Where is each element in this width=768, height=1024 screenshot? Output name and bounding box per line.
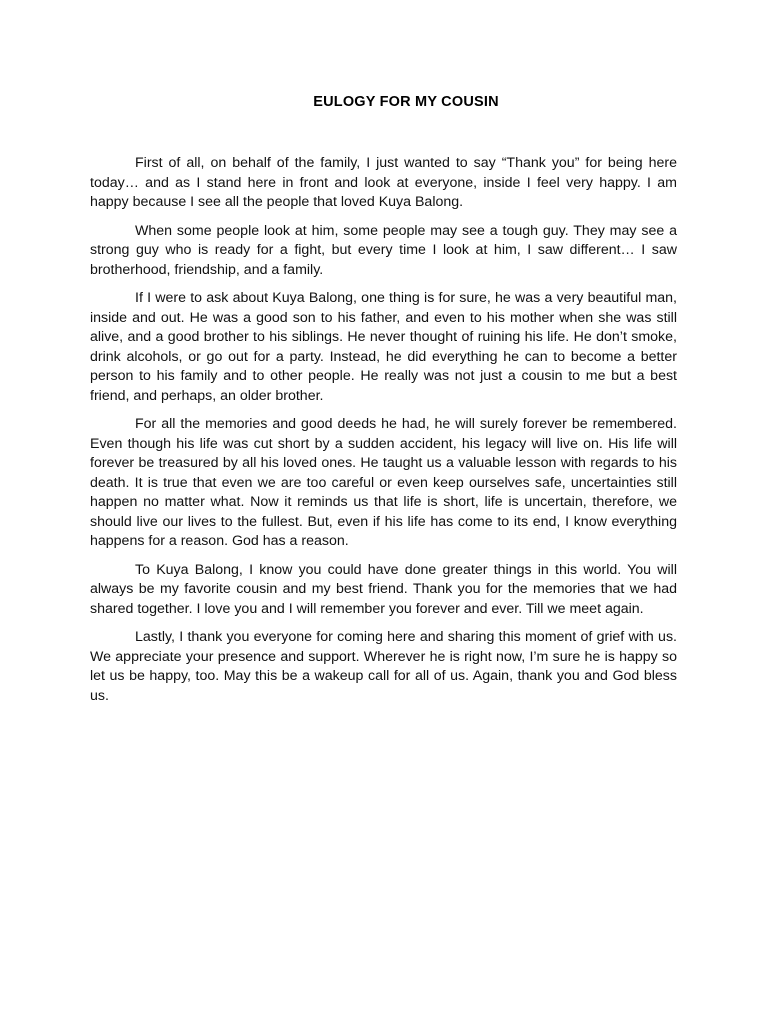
document-title: EULOGY FOR MY COUSIN [313,94,499,110]
paragraph-6: Lastly, I thank you everyone for coming here and sharing this moment of grief with us. We appreciate your presence and support. Wherever he is right now, I’m sure he is happy so let us be happy, too. May this be a wakeup call for all of us. Again, thank you and God bless us. [90,629,677,704]
paragraph-4: For all the memories and good deeds he had, he will surely forever be remembered. Even though his life was cut short by a sudden accident, his legacy will live on. His life will forever be treasured by all his loved ones. He taught us a valuable lesson with regards to his death. It is true that even we are too careful or even keep ourselves safe, uncertainties still happen no matter what. Now it reminds us that life is short, life is uncertain, therefore, we should live our lives to the fullest. But, even if his life has come to its end, I know everything happens for a reason. God has a reason. [90,416,677,549]
paragraph-2: When some people look at him, some people may see a tough guy. They may see a strong guy who is ready for a fight, but every time I look at him, I saw different… I saw brotherhood, friendship, and a family. [90,222,677,278]
paragraph-1: First of all, on behalf of the family, I just wanted to say “Thank you” for being here today… and as I stand here in front and look at everyone, inside I feel very happy. I am happy because I see all the people that loved Kuya Balong. [90,155,677,210]
document-body [90,154,677,715]
paragraph-3: If I were to ask about Kuya Balong, one thing is for sure, he was a very beautiful man, inside and out. He was a good son to his father, and even to his mother when she was still alive, and a good brother to his siblings. He never thought of ruining his life. He don’t smoke, drink alcohols, or go out for a party. Instead, he did everything he can to become a better person to his family and to other people. He really was not just a cousin to me but a best friend, and perhaps, an older brother. [90,290,677,404]
paragraph-5: To Kuya Balong, I know you could have done greater things in this world. You will always be my favorite cousin and my best friend. Thank you for the memories that we had shared together. I love you and I will remember you forever and ever. Till we meet again. [90,561,677,617]
